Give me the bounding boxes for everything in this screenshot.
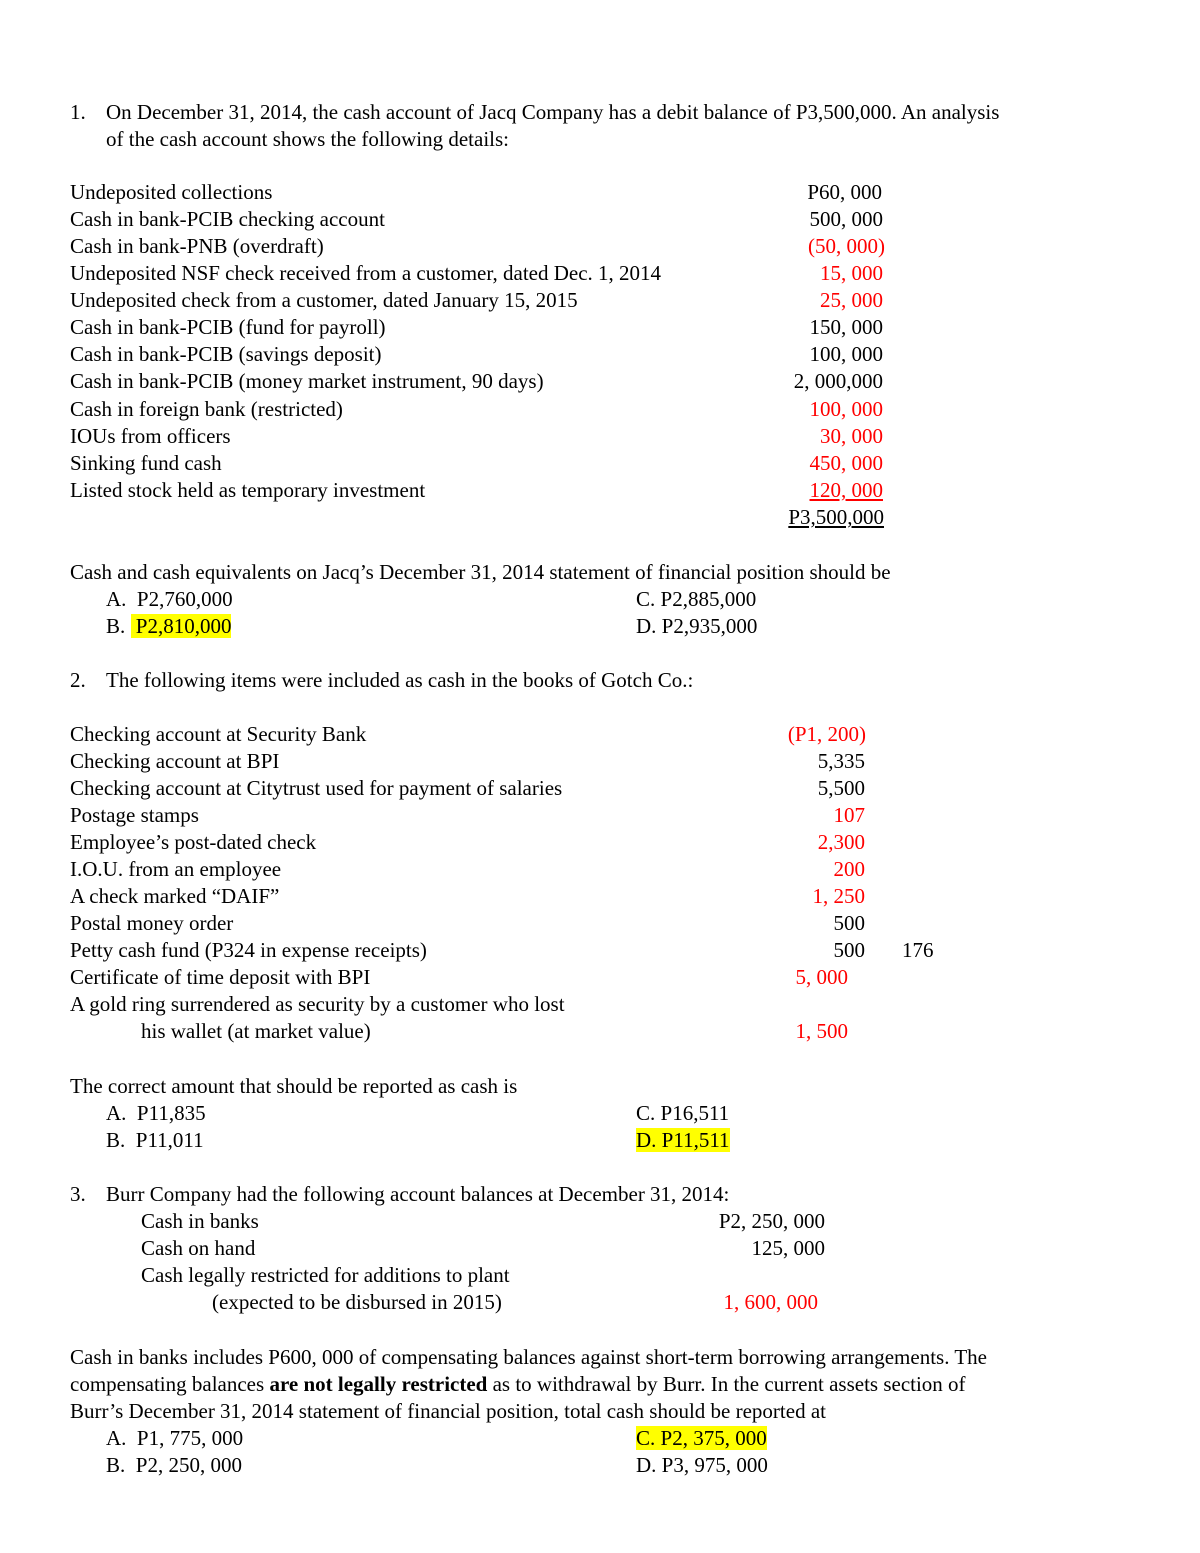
choice-letter: C.	[636, 587, 656, 611]
q1-item-amount: 25, 000	[820, 288, 883, 312]
q3-choice-d	[636, 1452, 768, 1479]
choice-text: P2, 250, 000	[135, 1453, 242, 1477]
q3-paragraph-line1: Cash in banks includes P600, 000 of compensating balances against short-term borrowing arrangements. The	[70, 1345, 987, 1369]
choice-text: P11,511	[661, 1128, 730, 1152]
q3-item-amount: 1, 600, 000	[723, 1290, 818, 1314]
q1-item-amount: 100, 000	[809, 342, 883, 366]
q2-item-label: Petty cash fund (P324 in expense receipts)	[70, 938, 427, 962]
q3-item-label: (expected to be disbursed in 2015)	[212, 1290, 502, 1314]
choice-letter: D.	[636, 1128, 657, 1152]
q2-item-label: Employee’s post-dated check	[70, 830, 317, 854]
q1-item-amount: 500, 000	[809, 207, 883, 231]
q2-item-amount: 5,500	[817, 776, 865, 800]
choice-text: P2,885,000	[660, 587, 757, 611]
q3-paragraph-text: compensating balances	[70, 1372, 270, 1396]
q2-item-label: A check marked “DAIF”	[70, 884, 280, 908]
choice-text: P2, 375, 000	[660, 1426, 767, 1450]
q2-petty-cash-note: 176	[902, 938, 934, 962]
q3-item-amount: P2, 250, 000	[718, 1209, 825, 1233]
q2-item-amount: 1, 500	[795, 1019, 848, 1043]
q1-number: 1.	[70, 100, 86, 124]
q3-item-label: Cash on hand	[141, 1236, 256, 1260]
q2-item-amount: 500	[833, 938, 865, 962]
q1-item-amount: 450, 000	[809, 451, 883, 475]
q1-item-label: Undeposited check from a customer, dated January 15, 2015	[70, 288, 578, 312]
q1-item-label: Cash in foreign bank (restricted)	[70, 397, 343, 421]
q1-item-label: Sinking fund cash	[70, 451, 222, 475]
q2-item-label: Checking account at Citytrust used for payment of salaries	[70, 776, 563, 800]
q1-choice-a	[106, 586, 233, 613]
q1-item-amount: 120, 000	[809, 478, 883, 502]
q2-choice-a	[106, 1100, 206, 1127]
q2-item-label: I.O.U. from an employee	[70, 857, 282, 881]
q2-choice-b	[106, 1127, 204, 1154]
q1-item-label: Cash in bank-PCIB (money market instrument, 90 days)	[70, 369, 544, 393]
choice-letter: C.	[636, 1101, 656, 1125]
q2-item-amount: 200	[833, 857, 865, 881]
choice-letter: B.	[106, 614, 126, 638]
q2-item-amount: 5,335	[817, 749, 865, 773]
q2-choice-c	[636, 1100, 729, 1127]
q2-number: 2.	[70, 668, 86, 692]
q2-item-label: Postage stamps	[70, 803, 199, 827]
q1-item-label: Undeposited NSF check received from a customer, dated Dec. 1, 2014	[70, 261, 662, 285]
choice-letter: B.	[106, 1128, 126, 1152]
choice-text: P11,011	[135, 1128, 204, 1152]
q1-item-amount: 100, 000	[809, 397, 883, 421]
q2-item-amount: 5, 000	[795, 965, 848, 989]
q2-choice-d	[636, 1127, 730, 1154]
q2-item-label: Certificate of time deposit with BPI	[70, 965, 371, 989]
q2-item-amount: 107	[833, 803, 865, 827]
q1-item-amount: 2, 000,000	[793, 369, 883, 393]
choice-letter: B.	[106, 1453, 126, 1477]
choice-letter: A.	[106, 1426, 127, 1450]
q3-paragraph-bold-text: are not legally restricted	[269, 1372, 488, 1396]
q1-stem-line2: of the cash account shows the following details:	[106, 127, 509, 151]
q1-choice-d	[636, 613, 757, 640]
q3-paragraph-line3: Burr’s December 31, 2014 statement of financial position, total cash should be reported at	[70, 1399, 826, 1423]
choice-letter: C.	[636, 1426, 656, 1450]
q2-item-amount: 2,300	[817, 830, 865, 854]
q1-item-amount: P60, 000	[807, 180, 882, 204]
q1-item-label: Listed stock held as temporary investment	[70, 478, 426, 502]
choice-highlighted-answer	[636, 1426, 767, 1450]
choice-text-highlighted-answer	[131, 614, 232, 638]
q2-item-label: Checking account at BPI	[70, 749, 280, 773]
q2-item-label: Postal money order	[70, 911, 234, 935]
q1-stem-line1: On December 31, 2014, the cash account of Jacq Company has a debit balance of P3,500,000. An analysis	[106, 100, 1000, 124]
q2-item-amount: 500	[833, 911, 865, 935]
q3-paragraph-line2	[70, 1371, 966, 1398]
q1-item-label: IOUs from officers	[70, 424, 231, 448]
q1-item-amount: 15, 000	[820, 261, 883, 285]
q1-item-amount: 30, 000	[820, 424, 883, 448]
choice-text: P11,835	[136, 1101, 206, 1125]
choice-letter: D.	[636, 614, 657, 638]
q3-choice-c	[636, 1425, 767, 1452]
q2-question: The correct amount that should be reported as cash is	[70, 1074, 518, 1098]
q2-item-amount: 1, 250	[812, 884, 865, 908]
q2-item-label: A gold ring surrendered as security by a customer who lost	[70, 992, 565, 1016]
choice-text: P16,511	[660, 1101, 730, 1125]
q3-choice-b	[106, 1452, 242, 1479]
q3-item-label: Cash in banks	[141, 1209, 259, 1233]
q3-stem: Burr Company had the following account balances at December 31, 2014:	[106, 1182, 730, 1206]
choice-letter: A.	[106, 587, 127, 611]
choice-text: P2,810,000	[135, 614, 232, 638]
choice-text: P1, 775, 000	[136, 1426, 244, 1450]
choice-text: P2,935,000	[661, 614, 758, 638]
choice-letter: A.	[106, 1101, 127, 1125]
q3-paragraph-text: as to withdrawal by Burr. In the current assets section of	[487, 1372, 966, 1396]
q1-item-label: Cash in bank-PCIB checking account	[70, 207, 385, 231]
q2-stem: The following items were included as cash in the books of Gotch Co.:	[106, 668, 694, 692]
q1-total: P3,500,000	[788, 505, 884, 529]
choice-letter: D.	[636, 1453, 657, 1477]
q1-item-label: Cash in bank-PCIB (fund for payroll)	[70, 315, 386, 339]
q1-item-amount: 150, 000	[809, 315, 883, 339]
q1-question: Cash and cash equivalents on Jacq’s December 31, 2014 statement of financial position should be	[70, 560, 891, 584]
choice-text: P2,760,000	[136, 587, 233, 611]
q1-choice-b	[106, 613, 231, 640]
q3-item-amount: 125, 000	[751, 1236, 825, 1260]
q1-item-label: Cash in bank-PNB (overdraft)	[70, 234, 324, 258]
q2-item-label: Checking account at Security Bank	[70, 722, 367, 746]
q1-item-label: Undeposited collections	[70, 180, 273, 204]
choice-text: P3, 975, 000	[661, 1453, 768, 1477]
q3-item-label: Cash legally restricted for additions to plant	[141, 1263, 510, 1287]
q3-choice-a	[106, 1425, 243, 1452]
q1-item-label: Cash in bank-PCIB (savings deposit)	[70, 342, 382, 366]
q2-item-amount: (P1, 200)	[787, 722, 866, 746]
q1-item-amount: (50, 000)	[808, 234, 885, 258]
q1-choice-c	[636, 586, 756, 613]
q3-number: 3.	[70, 1182, 86, 1206]
choice-highlighted-answer	[636, 1128, 730, 1152]
q2-item-label: his wallet (at market value)	[141, 1019, 371, 1043]
